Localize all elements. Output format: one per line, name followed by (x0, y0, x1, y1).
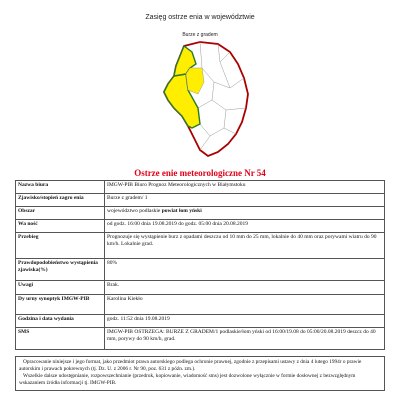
voivodeship-map (142, 38, 258, 160)
row-key: SMS (16, 328, 105, 350)
table-row (16, 281, 385, 295)
warning-map (142, 32, 258, 160)
row-key: Prawdopodobieństwo wystąpienia zjawiska(%) (16, 259, 105, 281)
row-key: Uwagi (16, 281, 105, 295)
table-row (16, 315, 385, 328)
distribution-note: Wszelkie dalsze udostępnianie, rozpowszechnianie (przedruk, kopiowanie, wiadomość sms) jest dozwolone wyłącznie w formie dosłownej z bezwzględnym wskazaniem źródła informacji tj. IMGW-PIB. (19, 373, 356, 387)
copyright-note: Opracowanie niniejsze i jego format, jako przedmiot prawa autorskiego podlega ochronie prawnej, zgodnie z przepisami ustawy z dnia 4 lutego 1994r o prawie autorskim i prawach pokrewnych (tj. Dz. U. z 2006 r. Nr 90, poz. 631 z późn. zm.). (19, 359, 362, 373)
table-row (16, 328, 385, 350)
table-row (16, 207, 385, 220)
row-key: Wa ność (16, 220, 105, 233)
row-value: Burze z gradem/ 1 (105, 194, 385, 207)
row-key: Nazwa biura (16, 181, 105, 194)
warning-title: Ostrze enie meteorologiczne Nr 54 (134, 168, 266, 178)
area-county: powiat łom yński (161, 208, 202, 214)
row-key: Dy urny synoptyk IMGW-PIB (16, 295, 105, 315)
row-key: Obszar (16, 207, 105, 220)
row-key: Godzina i data wydania (16, 315, 105, 328)
row-key: Przebieg (16, 233, 105, 259)
page-title: Zasięg ostrze enia w województwie (145, 14, 255, 21)
row-value: godz. 11:52 dnia 19.08.2019 (105, 315, 385, 328)
row-value: IMGW-PIB Biuro Prognoz Meteorologicznych w Białymstoku (105, 181, 385, 194)
row-value: od godz. 16:00 dnia 19.08.2019 do godz. 05:00 dnia 20.08.2019 (105, 220, 385, 233)
row-value: Prognozuje się wystąpienie burz z opadami deszczu od 10 mm do 25 mm, lokalnie do 40 mm oraz porywami wiatru do 90 km/h. Lokalnie grad. (105, 233, 385, 259)
row-value (105, 207, 385, 220)
copyright-notes (15, 356, 385, 391)
row-value: 80% (105, 259, 385, 281)
table-row (16, 194, 385, 207)
area-prefix: województwo podlaskie (107, 208, 162, 214)
table-row (16, 220, 385, 233)
row-value: Karolina Kiekło (105, 295, 385, 315)
table-row (16, 259, 385, 281)
row-key: Zjawisko/stopień zagro enia (16, 194, 105, 207)
table-row (16, 181, 385, 194)
table-row (16, 295, 385, 315)
table-row (16, 233, 385, 259)
row-value: Brak. (105, 281, 385, 295)
row-value: IMGW-PIB OSTRZEGA: BURZE Z GRADEM/1 podlaskie/łom yński od 16:00/19.08 do 05:00/20.08.2019 deszcz do 40 mm, porywy do 90 km/h, grad. (105, 328, 385, 350)
warning-details-table (15, 180, 385, 350)
map-legend-label: Burze z gradem (182, 32, 218, 38)
